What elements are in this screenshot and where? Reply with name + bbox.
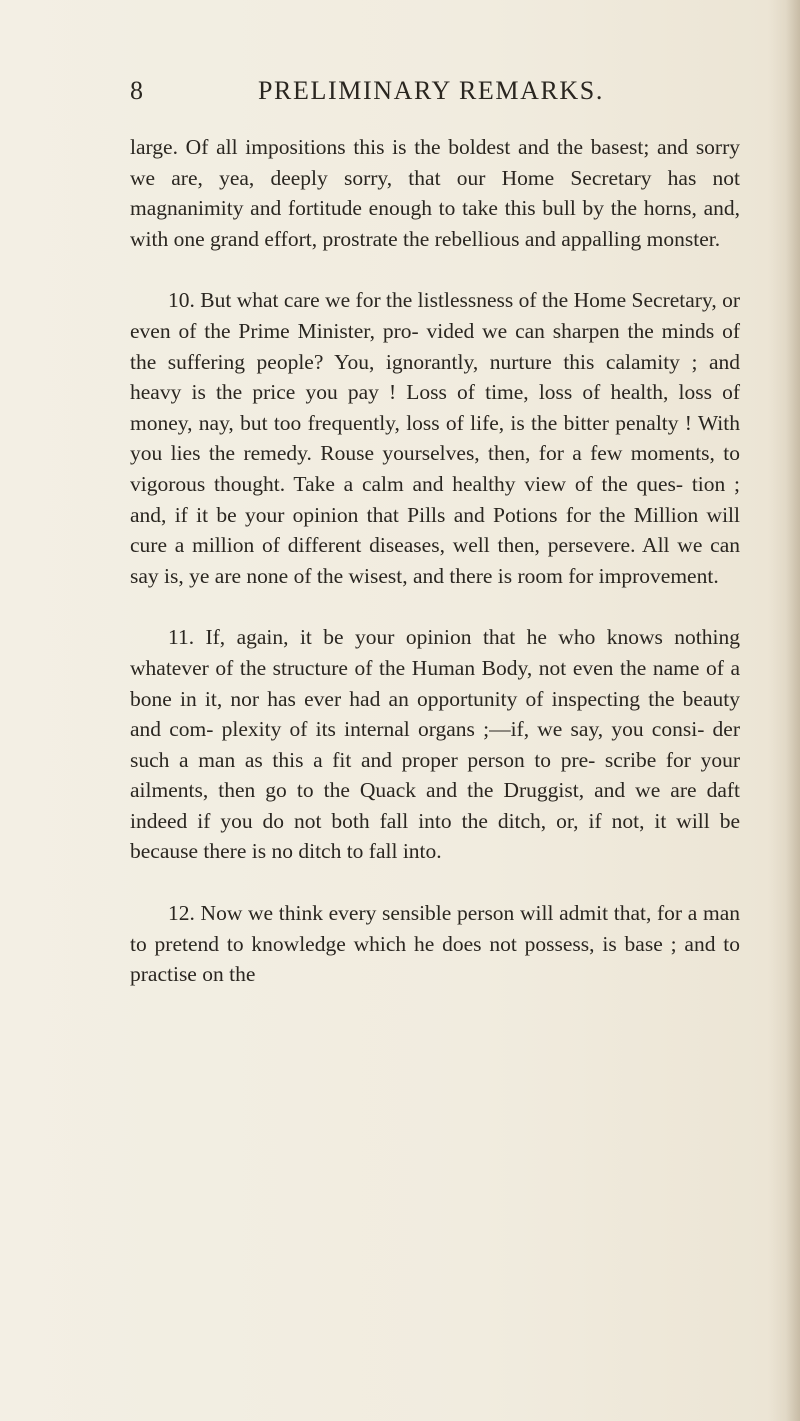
paragraph-continued: large. Of all impositions this is the boldest and the basest; and sorry we are, yea, deeply sorry, that our Home Secretary has not magnanimity and fortitude enough to take this bull by the horns, and, with one grand effort, prostrate the rebellious and appalling monster. xyxy=(130,135,740,251)
paragraph-10: 10. But what care we for the listlessness of the Home Secretary, or even of the Prime Minister, pro- vided we can sharpen the minds of the suffering people? You, ignorantly, nurture this calamity ; and heavy is the price you pay ! Loss of time, loss of health, loss of money, nay, but too frequently, loss of life, is the bitter penalty ! With you lies the remedy. Rouse yourselves, then, for a few moments, to vigorous thought. Take a calm and healthy view of the ques- tion ; and, if it be your opinion that Pills and Potions for the Million will cure a million of different diseases, well then, persevere. All we can say is, ye are none of the wisest, and there is room for improvement. xyxy=(130,288,740,588)
page-header xyxy=(0,76,800,116)
page-edge-shadow xyxy=(786,0,800,1421)
paragraph-12: 12. Now we think every sensible person will admit that, for a man to pretend to knowledge which he does not possess, is base ; and to practise on the xyxy=(130,901,740,987)
page-number: 8 xyxy=(130,76,144,105)
paragraph-11: 11. If, again, it be your opinion that he who knows nothing whatever of the structure of the Human Body, not even the name of a bone in it, nor has ever had an opportunity of inspecting the beauty and com- plexity of its internal organs ;—if, we say, you consi- der such a man as this a fit and proper person to pre- scribe for your ailments, then go to the Quack and the Druggist, and we are daft indeed if you do not both fall into the ditch, or, if not, it will be because there is no ditch to fall into. xyxy=(130,625,740,864)
running-head: PRELIMINARY REMARKS. xyxy=(258,76,604,105)
body-text xyxy=(130,132,740,990)
